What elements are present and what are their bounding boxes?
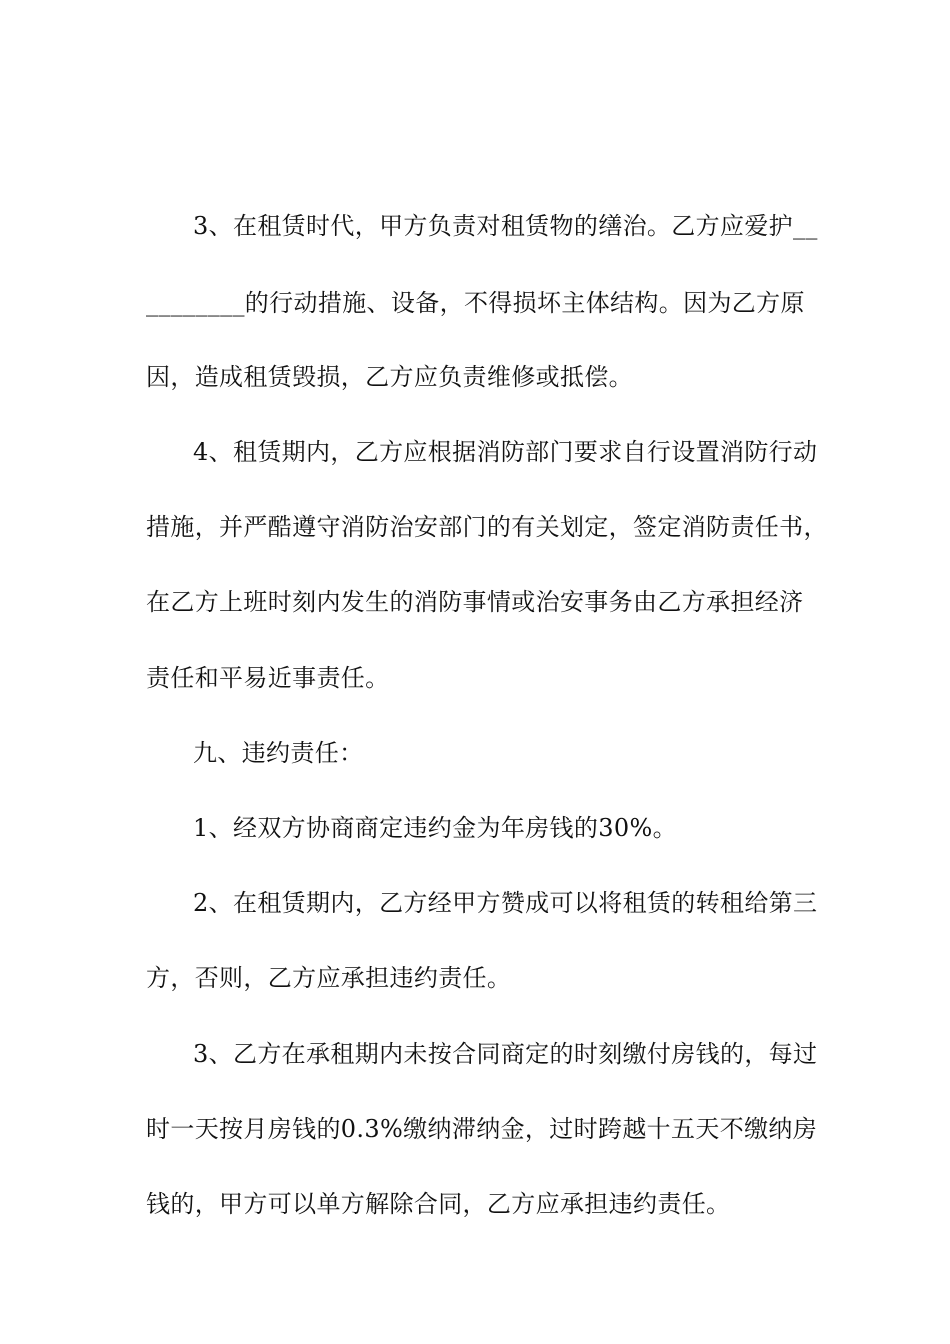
breach-item-1: 1、经双方协商商定违约金为年房钱的30%。	[193, 814, 677, 842]
paragraph-4-line-3: 在乙方上班时刻内发生的消防事情或治安事务由乙方承担经济	[146, 588, 804, 616]
section-heading-breach-liability: 九、违约责任：	[193, 739, 364, 767]
breach-item-3-line-2: 时一天按月房钱的0.3%缴纳滞纳金，过时跨越十五天不缴纳房	[146, 1115, 818, 1143]
paragraph-3-line-2: ________的行动措施、设备，不得损坏主体结构。因为乙方原	[146, 289, 805, 317]
breach-item-2-line-2: 方，否则，乙方应承担违约责任。	[146, 964, 512, 992]
breach-item-3-line-1: 3、乙方在承租期内未按合同商定的时刻缴付房钱的，每过	[193, 1040, 818, 1068]
breach-item-2-line-1: 2、在租赁期内，乙方经甲方赞成可以将租赁的转租给第三	[193, 889, 818, 917]
paragraph-3-line-3: 因，造成租赁毁损，乙方应负责维修或抵偿。	[146, 363, 633, 391]
paragraph-4-line-2: 措施，并严酷遵守消防治安部门的有关划定，签定消防责任书，	[146, 513, 828, 541]
paragraph-4-line-1: 4、租赁期内，乙方应根据消防部门要求自行设置消防行动	[193, 438, 818, 466]
paragraph-4-line-4: 责任和平易近事责任。	[146, 664, 390, 692]
paragraph-3-line-1: 3、在租赁时代，甲方负责对租赁物的缮治。乙方应爱护__	[193, 212, 818, 240]
breach-item-3-line-3: 钱的，甲方可以单方解除合同，乙方应承担违约责任。	[146, 1190, 731, 1218]
